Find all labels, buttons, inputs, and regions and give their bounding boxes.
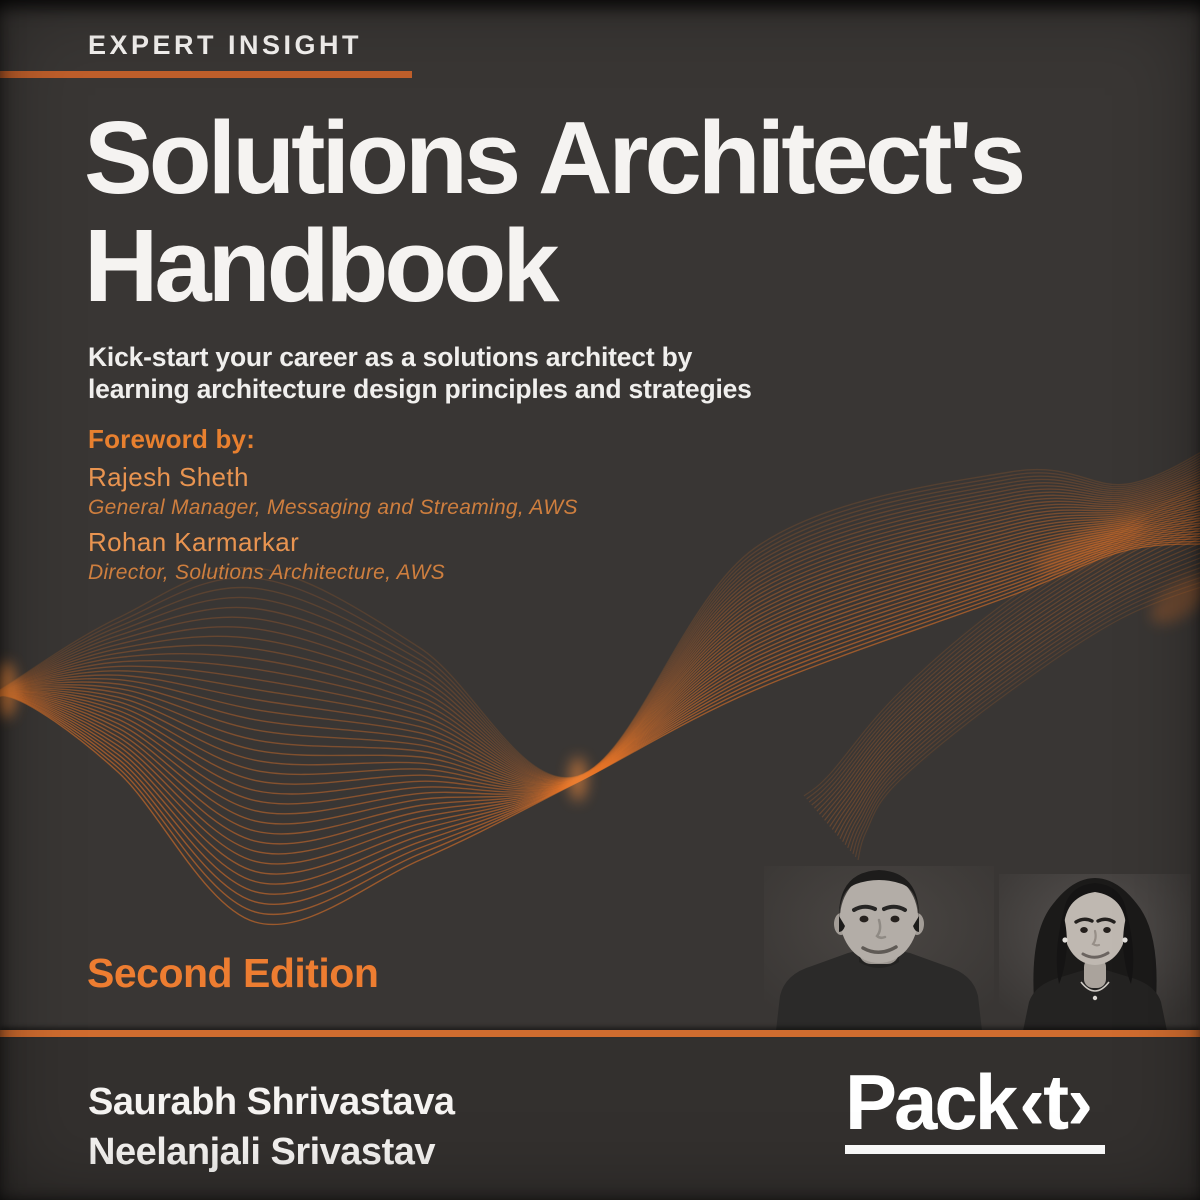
imprint-underline (0, 71, 412, 78)
eye-right (891, 916, 900, 923)
edition-label: Second Edition (87, 950, 379, 996)
foreword-label: Foreword by: (88, 424, 256, 454)
foreword-person (88, 527, 578, 585)
foreword-person (88, 462, 578, 520)
imprint-label: EXPERT INSIGHT (88, 30, 363, 60)
author-photo-neelanjali (999, 874, 1191, 1031)
author-photo-saurabh (764, 866, 994, 1031)
eye-left (1080, 927, 1088, 933)
earring-left (1062, 937, 1067, 942)
author-name-1: Saurabh Shrivastava (88, 1081, 455, 1123)
footer-bar (0, 1037, 1200, 1200)
foreword-person-role: Director, Solutions Architecture, AWS (88, 561, 445, 584)
author-names (88, 1077, 454, 1177)
eye-right (1103, 927, 1111, 933)
publisher-wordmark-text: Pack (845, 1058, 1016, 1146)
publisher-wordmark (845, 1058, 1105, 1146)
foreword-block (88, 424, 578, 585)
face (840, 873, 918, 963)
book-subtitle (88, 341, 752, 405)
eye-left (860, 916, 869, 923)
book-title (84, 100, 1023, 323)
book-subtitle-line2: learning architecture design principles and strategies (88, 374, 752, 404)
packt-bracket-open-icon: ‹ (1019, 1058, 1043, 1146)
footer-accent-line (0, 1030, 1200, 1037)
book-title-line2: Handbook (84, 208, 556, 323)
foreword-person-name: Rohan Karmarkar (88, 527, 300, 557)
earring-right (1122, 937, 1127, 942)
publisher-logo-underline (845, 1145, 1105, 1154)
publisher-wordmark-t: t (1043, 1058, 1067, 1146)
book-subtitle-line1: Kick-start your career as a solutions architect by (88, 342, 693, 372)
necklace-pendant (1093, 996, 1097, 1000)
book-title-line1: Solutions Architect's (84, 100, 1023, 215)
foreword-person-name: Rajesh Sheth (88, 462, 249, 492)
author-name-2: Neelanjali Srivastav (88, 1131, 435, 1173)
packt-bracket-close-icon: › (1067, 1058, 1091, 1146)
foreword-person-role: General Manager, Messaging and Streaming, AWS (88, 496, 578, 519)
publisher-logo (845, 1058, 1105, 1154)
